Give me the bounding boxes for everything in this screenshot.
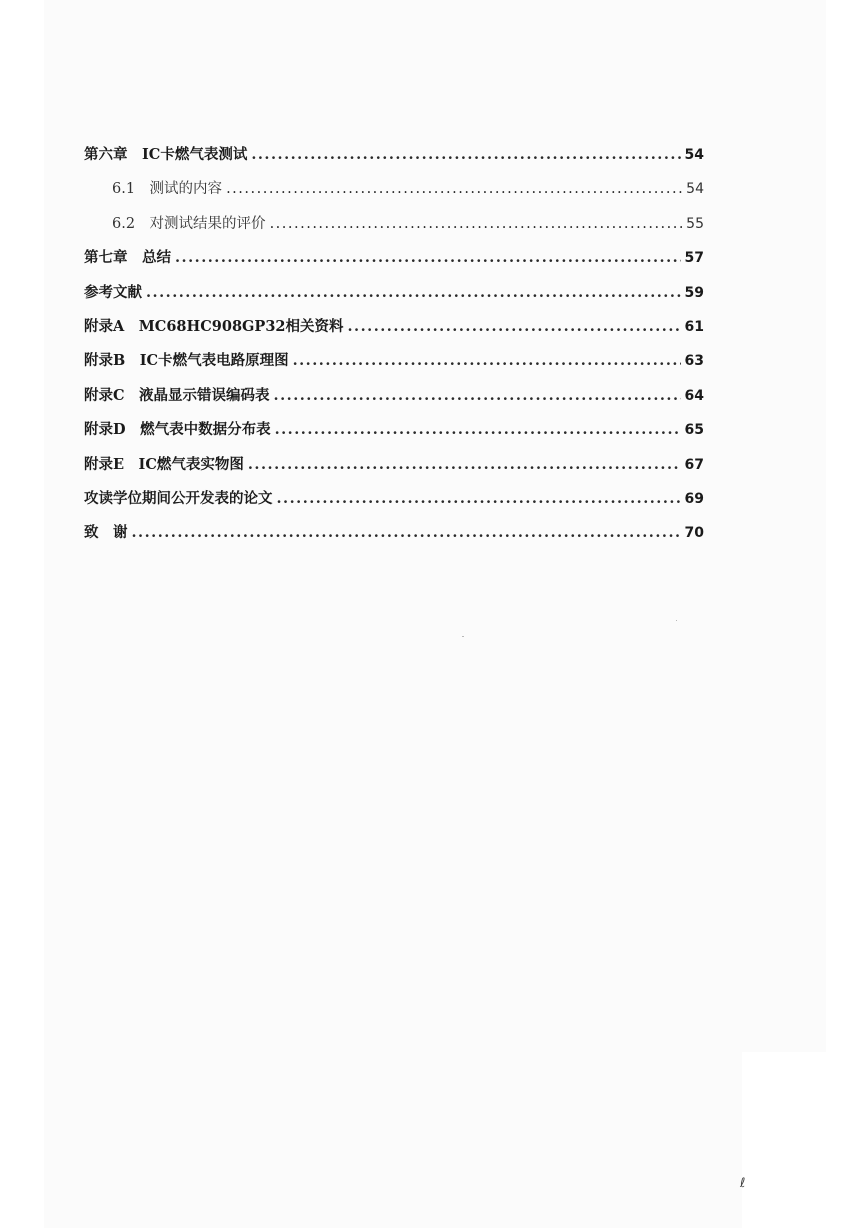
toc-page-number: 57: [684, 250, 704, 267]
toc-entry-section-6-1[interactable]: [84, 175, 704, 209]
toc-leader-dots: [293, 347, 681, 375]
toc-entry-title: 附录A MC68HC908GP32相关资料: [84, 317, 344, 335]
toc-leader-dots: [132, 519, 681, 547]
toc-page-number: 61: [684, 318, 704, 335]
toc-entry-chapter-7[interactable]: [84, 244, 704, 278]
toc-page-number: 59: [684, 284, 704, 301]
toc-page-number: 64: [684, 387, 704, 404]
toc-leader-dots: [248, 451, 681, 479]
toc-entry-appendix-e[interactable]: [84, 451, 704, 485]
toc-entry-title: 附录D 燃气表中数据分布表: [84, 421, 271, 439]
toc-page-number: 55: [686, 215, 704, 232]
toc-leader-dots: [275, 416, 681, 444]
toc-entry-appendix-a[interactable]: [84, 313, 704, 347]
toc-leader-dots: [175, 244, 681, 272]
toc-leader-dots: [270, 210, 682, 238]
toc-page-number: 54: [686, 181, 704, 198]
toc-entry-title: 附录B IC卡燃气表电路原理图: [84, 352, 289, 370]
toc-entry-acknowledgements[interactable]: [84, 519, 704, 553]
toc-entry-chapter-6[interactable]: [84, 141, 704, 175]
scan-speck: [462, 636, 464, 637]
toc-page-number: 67: [684, 456, 704, 473]
toc-entry-appendix-b[interactable]: [84, 347, 704, 381]
page-edge-mark: ℓ: [740, 1176, 746, 1191]
toc-leader-dots: [274, 382, 681, 410]
toc-entry-title: 6.1 测试的内容: [112, 181, 223, 198]
toc-page-number: 65: [684, 422, 704, 439]
toc-entry-references[interactable]: [84, 279, 704, 313]
toc-leader-dots: [226, 175, 682, 203]
toc-entry-section-6-2[interactable]: [84, 210, 704, 244]
toc-leader-dots: [251, 141, 680, 169]
toc-entry-title: 附录C 液晶显示错误编码表: [84, 386, 270, 404]
toc-entry-title: 参考文献: [84, 283, 142, 301]
toc-page-number: 54: [684, 147, 704, 163]
toc-page-number: 69: [684, 490, 704, 507]
toc-entry-title: 致 谢: [84, 524, 128, 542]
toc-page-number: 63: [684, 353, 704, 370]
toc-page-number: 70: [684, 525, 704, 542]
toc-entry-appendix-c[interactable]: [84, 382, 704, 416]
toc-entry-title: 附录E IC燃气表实物图: [84, 455, 244, 473]
toc-leader-dots: [277, 485, 681, 513]
table-of-contents: [84, 141, 704, 554]
toc-entry-title: 第七章 总结: [84, 249, 171, 267]
toc-entry-title: 攻读学位期间公开发表的论文: [84, 489, 273, 507]
toc-entry-title: 6.2 对测试结果的评价: [112, 215, 266, 232]
toc-leader-dots: [146, 279, 681, 307]
toc-entry-publications[interactable]: [84, 485, 704, 519]
scan-speck: [676, 620, 677, 621]
toc-entry-title: 第六章 IC卡燃气表测试: [84, 146, 248, 163]
page-corner-cutout: [742, 1052, 826, 1228]
toc-leader-dots: [348, 313, 681, 341]
toc-entry-appendix-d[interactable]: [84, 416, 704, 450]
